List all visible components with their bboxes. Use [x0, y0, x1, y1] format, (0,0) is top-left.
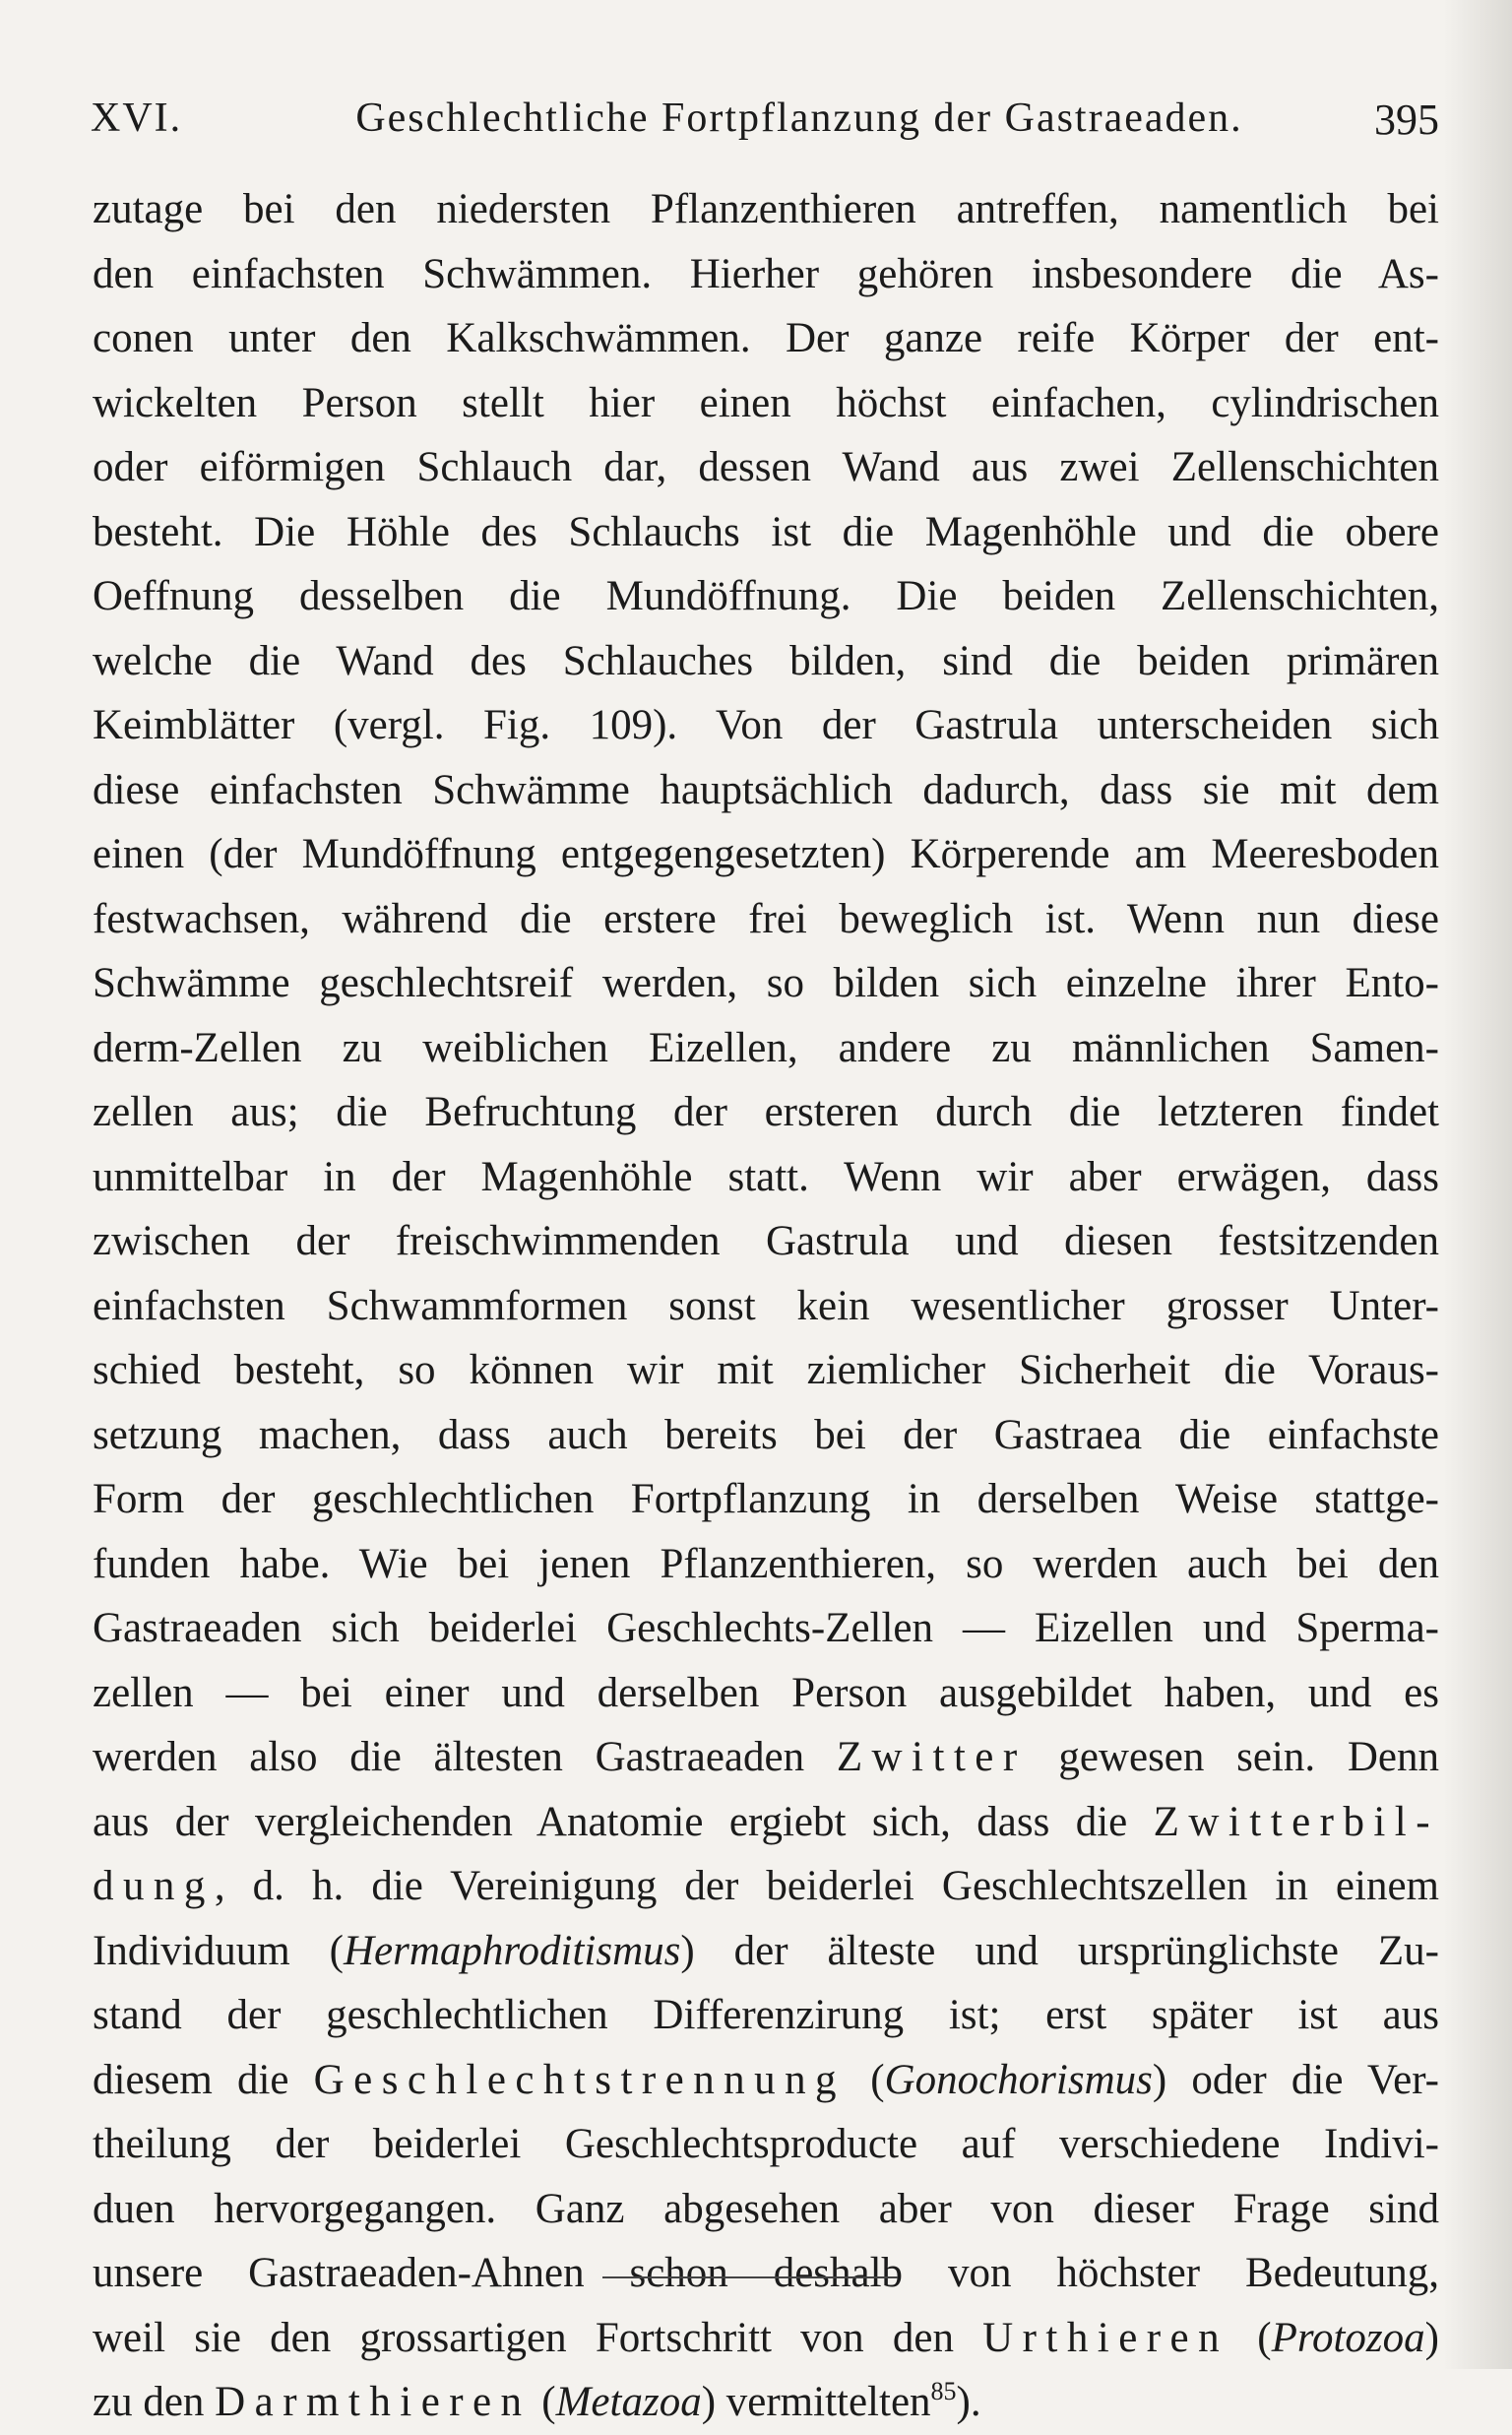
text-segment: zellen aus; die Befruchtung der ersteren durch die letzteren findet	[93, 1089, 1439, 1135]
text-line	[93, 822, 1439, 887]
text-segment: Hermaphroditismus	[343, 1927, 681, 1974]
text-segment: oder eiförmigen Schlauch dar, dessen Wand aus zwei Zellenschichten	[93, 444, 1439, 490]
text-segment: Darmthieren	[215, 2379, 532, 2425]
text-segment: diese einfachsten Schwämme hauptsächlich dadurch, dass sie mit dem	[93, 766, 1439, 813]
text-segment: theilung der beiderlei Geschlechtsproducte auf verschiedene Indivi-	[93, 2121, 1439, 2167]
text-line	[93, 1209, 1439, 1274]
footnote-separator	[602, 2276, 898, 2278]
text-segment: einfachsten Schwammformen sonst kein wesentlicher grosser Unter-	[93, 1282, 1439, 1329]
text-segment: funden habe. Wie bei jenen Pflanzenthieren, so werden auch bei den	[93, 1540, 1439, 1587]
text-segment: ) vermittelten	[701, 2379, 931, 2425]
text-line	[93, 1919, 1439, 1984]
text-line	[93, 2241, 1439, 2306]
page-edge-shadow	[1443, 0, 1512, 2369]
text-segment: unsere Gastraeaden-Ahnen schon deshalb von höchster Bedeutung,	[93, 2250, 1439, 2296]
text-segment: unmittelbar in der Magenhöhle statt. Wenn wir aber erwägen, dass	[93, 1153, 1439, 1200]
text-segment: einen (der Mundöffnung entgegengesetzten) Körperende am Meeresboden	[93, 831, 1439, 877]
text-segment: conen unter den Kalkschwämmen. Der ganze reife Körper der ent-	[93, 315, 1439, 361]
text-line	[93, 758, 1439, 823]
text-line	[93, 564, 1439, 629]
text-line	[93, 1338, 1439, 1403]
text-line	[93, 1725, 1439, 1790]
text-line	[93, 500, 1439, 565]
text-segment: Zwitterbil-	[1153, 1798, 1439, 1845]
text-segment: Zwitter	[836, 1734, 1027, 1780]
text-segment: Gastraeaden sich beiderlei Geschlechts-Zellen — Eizellen und Sperma-	[93, 1605, 1439, 1651]
text-segment: Individuum (	[93, 1927, 344, 1974]
chapter-number: XVI.	[91, 96, 183, 141]
text-segment: 85	[930, 2377, 957, 2405]
text-segment: Gonochorismus	[884, 2056, 1153, 2103]
text-segment: zwischen der freischwimmenden Gastrula und diesen festsitzenden	[93, 1218, 1439, 1264]
text-segment: Geschlechtstrennung	[313, 2056, 847, 2103]
page-header	[91, 95, 1439, 165]
text-segment: Schwämme geschlechtsreif werden, so bilden sich einzelne ihrer Ento-	[93, 960, 1439, 1006]
text-segment: zellen — bei einer und derselben Person ausgebildet haben, und es	[93, 1669, 1439, 1716]
text-segment: dung	[93, 1863, 215, 1909]
text-segment: Metazoa	[555, 2379, 702, 2425]
text-segment: gewesen sein. Denn	[1026, 1734, 1439, 1780]
text-line	[93, 177, 1439, 242]
text-line	[93, 371, 1439, 436]
text-segment: zu den	[93, 2379, 216, 2425]
text-segment: werden also die ältesten Gastraeaden	[93, 1734, 837, 1780]
text-line	[93, 1403, 1439, 1468]
text-line	[93, 1983, 1439, 2048]
text-segment: festwachsen, während die erstere frei beweglich ist. Wenn nun diese	[93, 895, 1439, 942]
text-segment: )	[1424, 2314, 1439, 2361]
text-line	[93, 887, 1439, 952]
text-segment: derm-Zellen zu weiblichen Eizellen, andere zu männlichen Samen-	[93, 1024, 1439, 1071]
text-segment: (	[531, 2379, 556, 2425]
text-line	[93, 2306, 1439, 2371]
text-segment: Oeffnung desselben die Mundöffnung. Die beiden Zellenschichten,	[93, 573, 1439, 619]
page-number: 395	[1374, 96, 1439, 144]
text-line	[93, 1661, 1439, 1726]
text-segment: duen hervorgegangen. Ganz abgesehen aber von dieser Frage sind	[93, 2185, 1439, 2232]
text-segment: den einfachsten Schwämmen. Hierher gehören insbesondere die As-	[93, 250, 1439, 297]
text-line	[93, 1467, 1439, 1532]
text-line	[93, 951, 1439, 1016]
text-segment: ) der älteste und ursprünglichste Zu-	[680, 1927, 1439, 1974]
text-line	[93, 1854, 1439, 1919]
text-segment: Keimblätter (vergl. Fig. 109). Von der Gastrula unterscheiden sich	[93, 702, 1439, 748]
text-segment: ).	[956, 2379, 981, 2425]
text-segment: welche die Wand des Schlauches bilden, sind die beiden primären	[93, 637, 1439, 684]
text-line	[93, 1790, 1439, 1855]
text-segment: , d. h. die Vereinigung der beiderlei Geschlechtszellen in einem	[214, 1863, 1439, 1909]
text-line	[93, 306, 1439, 371]
text-segment: (	[846, 2056, 885, 2103]
text-line	[93, 1145, 1439, 1210]
text-line	[93, 1274, 1439, 1339]
text-segment: aus der vergleichenden Anatomie ergiebt sich, dass die	[93, 1798, 1154, 1845]
text-line	[93, 1596, 1439, 1661]
text-segment: (	[1228, 2314, 1272, 2361]
text-segment: weil sie den grossartigen Fortschritt von den	[93, 2314, 983, 2361]
text-segment: stand der geschlechtlichen Differenzirung ist; erst später ist aus	[93, 1992, 1439, 2038]
text-segment: zutage bei den niedersten Pflanzenthieren antreffen, namentlich bei	[93, 186, 1439, 232]
text-segment: Urthieren	[982, 2314, 1229, 2361]
text-line	[93, 242, 1439, 307]
text-line	[93, 2177, 1439, 2242]
text-line	[93, 2048, 1439, 2113]
text-segment: ) oder die Ver-	[1152, 2056, 1439, 2103]
text-segment: setzung machen, dass auch bereits bei der Gastraea die einfachste	[93, 1411, 1439, 1458]
text-segment: diesem die	[93, 2056, 314, 2103]
text-line	[93, 1016, 1439, 1081]
body-text	[93, 177, 1439, 2435]
text-line	[93, 1532, 1439, 1597]
text-segment: Protozoa	[1271, 2314, 1425, 2361]
text-segment: wickelten Person stellt hier einen höchst einfachen, cylindrischen	[93, 379, 1439, 426]
text-line	[93, 435, 1439, 500]
text-line	[93, 1080, 1439, 1145]
text-line	[93, 629, 1439, 694]
text-line	[93, 2370, 1439, 2435]
text-segment: besteht. Die Höhle des Schlauchs ist die Magenhöhle und die obere	[93, 508, 1439, 555]
running-title: Geschlechtliche Fortpflanzung der Gastraeaden.	[355, 96, 1243, 141]
text-segment: schied besteht, so können wir mit ziemlicher Sicherheit die Voraus-	[93, 1347, 1439, 1393]
text-segment: Form der geschlechtlichen Fortpflanzung in derselben Weise stattge-	[93, 1476, 1439, 1522]
text-line	[93, 693, 1439, 758]
text-line	[93, 2112, 1439, 2177]
